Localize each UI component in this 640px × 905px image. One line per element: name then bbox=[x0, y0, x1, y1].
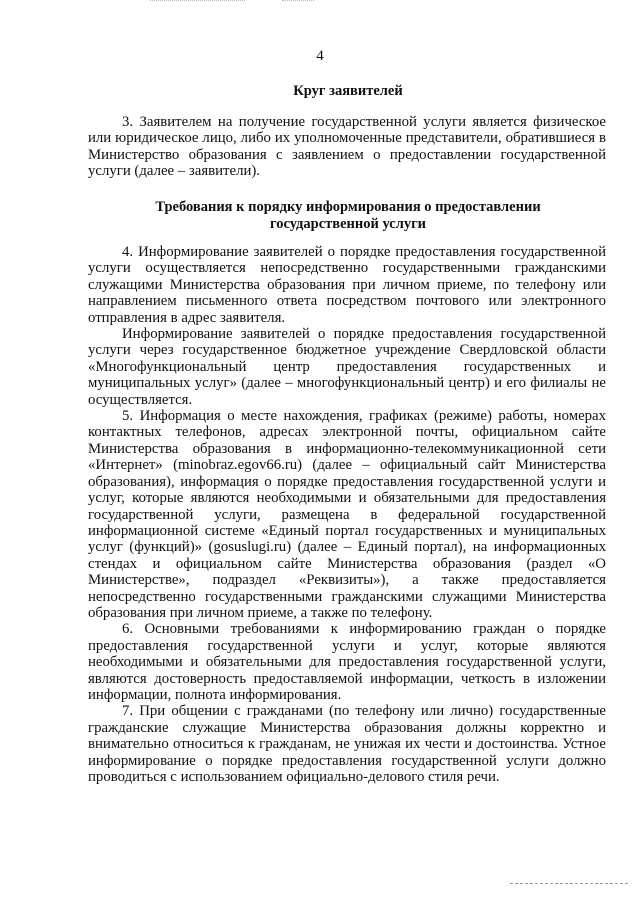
footer-dashed-line bbox=[510, 883, 628, 884]
section-informing-body bbox=[88, 244, 606, 785]
section-heading-applicants: Круг заявителей bbox=[293, 83, 403, 99]
paragraph-4-cont: Информирование заявителей о порядке предоставления государственной услуги через государственное бюджетное учреждение Свердловской области «Многофункциональный центр предоставления государственных и муниципальных услуг» (далее – многофункциональный центр) и его филиалы не осуществляется. bbox=[88, 326, 606, 408]
section-heading-informing-line1: Требования к порядку информирования о предоставлении bbox=[155, 199, 541, 215]
paragraph-7: 7. При общении с гражданами (по телефону или лично) государственные гражданские служащие Министерства образования должны корректно и внимательно относиться к гражданам, не унижая их чести и достоинства. Устное информирование о порядке предоставления государственной услуги должно проводиться с использованием официально-делового стиля речи. bbox=[88, 703, 606, 785]
paragraph-5: 5. Информация о месте нахождения, графиках (режиме) работы, номерах контактных телефонов, адресах электронной почты, официальном сайте Министерства образования в информационно-телекоммуникационной сети «Интернет» (minobraz.egov66.ru) (далее – официальный сайт Министерства образования), информация о порядке предоставления государственной услуги и услуг, которые являются необходимыми и обязательными для предоставления государственной услуги, размещена в федеральной государственной информационной системе «Единый портал государственных и муниципальных услуг (функций)» (gosuslugi.ru) (далее – Единый портал), на информационных стендах и официальном сайте Министерства образования (раздел «О Министерстве», подраздел «Реквизиты»), а также предоставляется непосредственно государственными гражданскими служащими Министерства образования при личном приеме, а также по телефону. bbox=[88, 408, 606, 621]
scan-artifact-top-left bbox=[150, 0, 245, 1]
paragraph-6: 6. Основными требованиями к информированию граждан о порядке предоставления государственной услуги и услуг, которые являются необходимыми и обязательными для предоставления государственной услуги, являются достоверность предоставляемой информации, четкость в изложении информации, полнота информирования. bbox=[88, 621, 606, 703]
paragraph-3: 3. Заявителем на получение государственной услуги является физическое или юридическое лицо, либо их уполномоченные представители, обратившиеся в Министерство образования с заявлением о предоставлении государственной услуги (далее – заявители). bbox=[88, 114, 606, 180]
page-number: 4 bbox=[316, 48, 324, 64]
section-heading-informing bbox=[88, 199, 608, 233]
scan-artifact-top-right bbox=[282, 0, 314, 1]
section-applicants-body bbox=[88, 114, 606, 180]
paragraph-4: 4. Информирование заявителей о порядке предоставления государственной услуги осуществляется непосредственно государственными гражданскими служащими Министерства образования при личном приеме, по телефону или направлением письменного ответа посредством почтового или электронного отправления в адрес заявителя. bbox=[88, 244, 606, 326]
section-heading-informing-line2: государственной услуги bbox=[269, 216, 427, 232]
